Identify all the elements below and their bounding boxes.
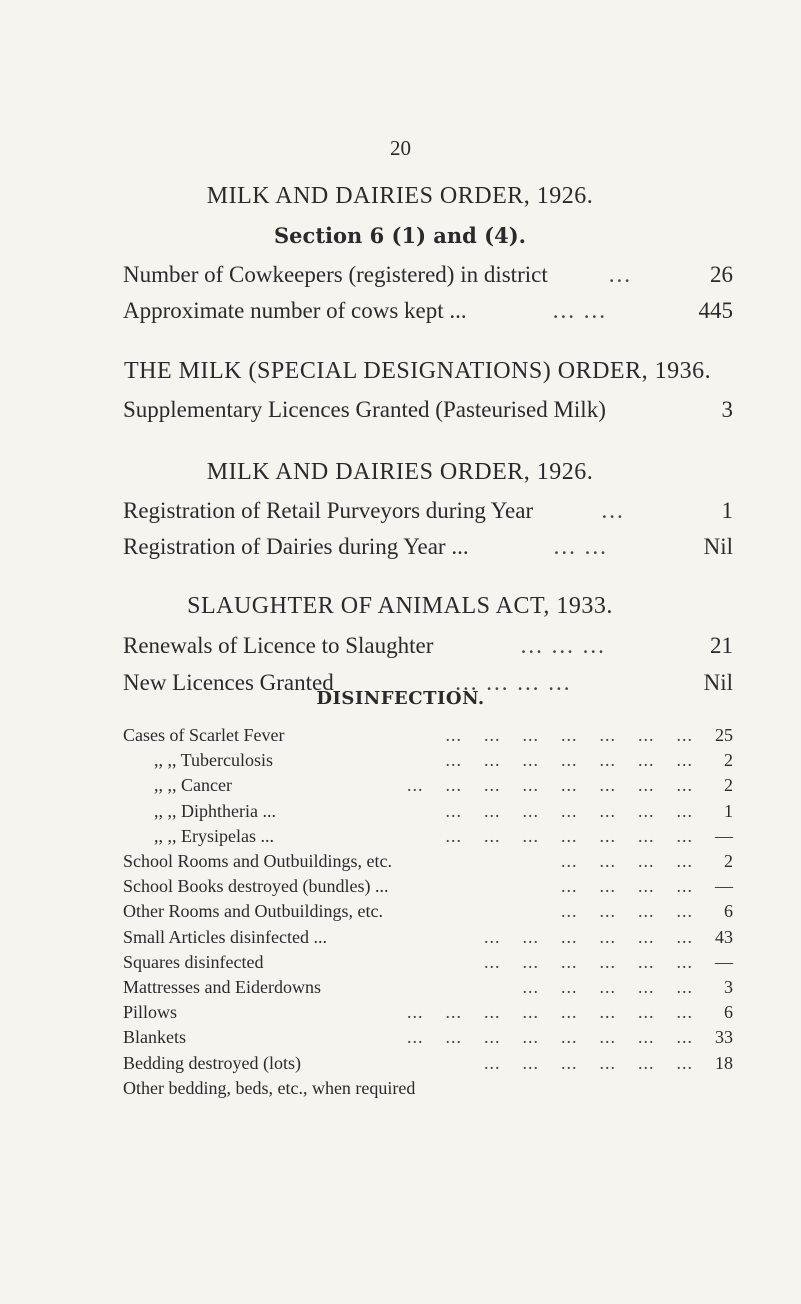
dot-leader: ... ... ... ... ... ... xyxy=(484,1052,693,1073)
row-label: Pillows xyxy=(123,1002,178,1023)
row-label: New Licences Granted xyxy=(123,670,334,695)
disinfection-heading: DISINFECTION. xyxy=(316,688,485,709)
row-label: ,, ,, Tuberculosis xyxy=(154,750,274,771)
row-label: Other Rooms and Outbuildings, etc. xyxy=(123,901,383,922)
row-value: 2 xyxy=(724,775,733,796)
row-label: School Rooms and Outbuildings, etc. xyxy=(123,851,392,871)
row-label: ,, ,, Cancer xyxy=(154,775,232,796)
row-value: — xyxy=(715,951,733,972)
disinfection-row xyxy=(123,801,733,827)
dot-leader: ... ... ... ... ... ... ... xyxy=(445,750,693,771)
dot-leader: ... ... ... ... ... ... xyxy=(484,926,693,947)
disinfection-row xyxy=(123,901,733,927)
dot-leader: ... ... ... xyxy=(520,633,606,658)
row-label: Registration of Dairies during Year ... xyxy=(123,534,469,559)
row-value: 3 xyxy=(724,977,733,997)
slaughter-act-heading: SLAUGHTER OF ANIMALS ACT, 1933. xyxy=(187,593,613,619)
row-label: Cases of Scarlet Fever xyxy=(123,725,285,745)
row-label: Mattresses and Eiderdowns xyxy=(123,977,321,997)
row-label: ,, ,, Diphtheria ... xyxy=(154,800,276,821)
cows-kept-row xyxy=(123,298,733,324)
row-value: 2 xyxy=(724,851,733,871)
disinfection-row xyxy=(123,977,733,1003)
supplementary-licences-row xyxy=(123,397,733,423)
row-value: Nil xyxy=(703,670,733,695)
dot-leader: ... ... ... ... ... ... ... ... xyxy=(407,1002,693,1023)
row-value: 445 xyxy=(698,298,733,323)
row-label: Approximate number of cows kept ... xyxy=(123,298,467,323)
dot-leader: ... ... ... ... xyxy=(455,670,572,695)
dot-leader: ... ... ... ... ... ... ... xyxy=(445,725,693,745)
row-value: 1 xyxy=(721,498,733,523)
dot-leader: ... ... ... ... ... ... ... xyxy=(445,800,693,821)
row-value: 1 xyxy=(724,800,733,821)
retail-purveyors-row xyxy=(123,498,733,524)
row-label: School Books destroyed (bundles) ... xyxy=(123,876,389,897)
milk-dairies-order-heading: MILK AND DAIRIES ORDER, 1926. xyxy=(206,183,594,209)
cowkeepers-row xyxy=(123,262,733,288)
dairies-registration-row xyxy=(123,534,733,560)
row-value: 2 xyxy=(724,750,733,771)
row-label: Registration of Retail Purveyors during Year xyxy=(123,498,534,523)
row-value: — xyxy=(715,825,733,846)
disinfection-row xyxy=(123,826,733,852)
row-label: Bedding destroyed (lots) xyxy=(123,1052,301,1073)
row-label: Blankets xyxy=(123,1027,186,1048)
dot-leader: ... xyxy=(601,498,625,523)
disinfection-row xyxy=(123,775,733,801)
row-value: 6 xyxy=(724,1002,733,1023)
row-label: Supplementary Licences Granted (Pasteurised Milk) xyxy=(123,397,606,422)
special-designations-heading: THE MILK (SPECIAL DESIGNATIONS) ORDER, 1936. xyxy=(124,358,712,384)
dot-leader: ... ... ... ... xyxy=(561,876,693,897)
row-value: 3 xyxy=(721,397,733,422)
disinfection-row xyxy=(123,750,733,776)
dot-leader: ... ... xyxy=(553,534,608,559)
dot-leader: ... ... ... ... ... xyxy=(522,977,693,997)
row-value: 43 xyxy=(715,926,733,947)
row-label: Renewals of Licence to Slaughter xyxy=(123,633,434,658)
disinfection-row xyxy=(123,725,733,751)
row-value: 6 xyxy=(724,901,733,922)
disinfection-row xyxy=(123,1027,733,1053)
dot-leader: ... ... ... ... ... ... ... ... xyxy=(407,1027,693,1048)
disinfection-row xyxy=(123,851,733,877)
milk-dairies-order-heading-2: MILK AND DAIRIES ORDER, 1926. xyxy=(206,459,594,485)
row-value: Nil xyxy=(703,534,733,559)
row-value: 25 xyxy=(715,725,733,745)
dot-leader: ... ... ... ... ... ... ... ... xyxy=(407,775,693,796)
row-label: Squares disinfected xyxy=(123,951,264,972)
disinfection-row xyxy=(123,1053,733,1079)
dot-leader: ... xyxy=(608,262,632,287)
row-value: 26 xyxy=(710,262,733,287)
row-label: ,, ,, Erysipelas ... xyxy=(154,825,274,846)
row-label: Other bedding, beds, etc., when required xyxy=(123,1077,416,1098)
disinfection-row xyxy=(123,952,733,978)
row-value: 33 xyxy=(715,1027,733,1048)
disinfection-row xyxy=(123,927,733,953)
dot-leader: ... ... ... ... ... ... xyxy=(484,951,693,972)
disinfection-row xyxy=(123,1078,733,1104)
dot-leader: ... ... ... ... ... ... ... xyxy=(445,825,693,846)
dot-leader: ... ... ... ... xyxy=(561,851,693,871)
row-value: 21 xyxy=(710,633,733,658)
licence-renewals-row xyxy=(123,633,733,659)
disinfection-row xyxy=(123,876,733,902)
row-value: 18 xyxy=(715,1052,733,1073)
dot-leader: ... ... ... ... xyxy=(561,901,693,922)
row-value: — xyxy=(715,876,733,897)
row-label: Small Articles disinfected ... xyxy=(123,926,327,947)
row-label: Number of Cowkeepers (registered) in district xyxy=(123,262,548,287)
section-subheading: Section 6 (1) and (4). xyxy=(274,223,526,248)
page-number: 20 xyxy=(390,136,411,160)
dot-leader: ... ... xyxy=(552,298,607,323)
disinfection-row xyxy=(123,1002,733,1028)
